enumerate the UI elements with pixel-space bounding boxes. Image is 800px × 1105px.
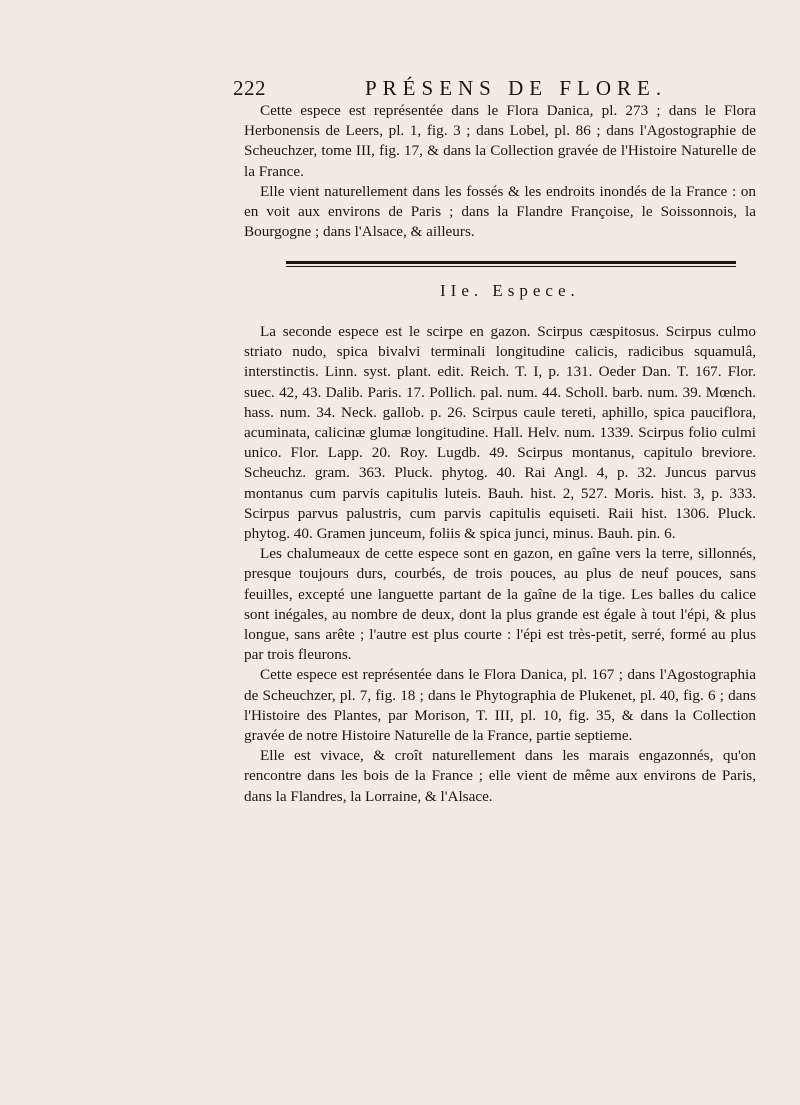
page-header [233, 76, 685, 98]
body-paragraph-3: Cette espece est représentée dans le Flora Danica, pl. 167 ; dans l'Agostographia de Scheuchzer, pl. 7, fig. 18 ; dans le Phytographia de Plukenet, pl. 40, fig. 6 ; dans l'Histoire des Plantes, par Morison, T. III, pl. 10, fig. 35, & dans la Collection gravée de notre Histoire Naturelle de la France, partie septieme. [244, 666, 756, 745]
body-paragraph-4: Elle est vivace, & croît naturellement dans les marais engazonnés, qu'on rencontre dans les bois de la France ; elle vient de même aux environs de Paris, dans la Flandres, la Lorraine, & l'Alsace. [244, 747, 756, 805]
body-paragraph-1: La seconde espece est le scirpe en gazon. Scirpus cæspitosus. Scirpus culmo striato nudo, spica bivalvi terminali longitudine calicis, radicibus squamulâ, interstinctis. Linn. syst. plant. edit. Reich. T. I, p. 131. Oeder Dan. T. 167. Flor. suec. 42, 43. Dalib. Paris. 17. Pollich. pal. num. 44. Scholl. barb. num. 39. Mœnch. hass. num. 34. Neck. gallob. p. 26. Scirpus caule tereti, aphillo, spica pauciflora, acuminata, calicinæ glumæ longitudine. Hall. Helv. num. 1339. Scirpus folio culmi unico. Flor. Lapp. 20. Roy. Lugdb. 49. Scirpus montanus, capitulo breviore. Scheuchz. gram. 363. Pluck. phytog. 40. Rai Angl. 4, p. 32. Juncus parvus montanus cum parvis capitulis luteis. Bauh. hist. 2, 527. Moris. hist. 3, p. 333. Scirpus parvus palustris, cum parvis capitulis equiseti. Raii hist. 1306. Pluck. phytog. 40. Gramen junceum, foliis & spica junci, minus. Bauh. pin. 6. [244, 323, 756, 543]
body-paragraph-2: Les chalumeaux de cette espece sont en gazon, en gaîne vers la terre, sillonnés, presque toujours durs, courbés, de trois pouces, au plus de neuf pouces, sans feuilles, excepté une languette partant de la gaîne de la tige. Les balles du calice sont inégales, au nombre de deux, dont la plus grande est égale à tout l'épi, & plus longue, sans arête ; l'autre est plus courte : l'épi est très-petit, serré, formé au plus par trois fleurons. [244, 545, 756, 664]
section-divider-thin [286, 266, 736, 267]
intro-paragraph-1: Cette espece est représentée dans le Flora Danica, pl. 273 ; dans le Flora Herbonensis de Leers, pl. 1, fig. 3 ; dans Lobel, pl. 86 ; dans l'Agostographie de Scheuchzer, tome III, fig. 17, & dans la Collection gravée de l'Histoire Naturelle de la France. [244, 102, 756, 180]
intro-text [244, 101, 756, 242]
body-text [244, 322, 756, 807]
section-title: IIe. Espece. [440, 281, 580, 300]
intro-paragraph-2: Elle vient naturellement dans les fossés & les endroits inondés de la France : on en voit aux environs de Paris ; dans la Flandre Françoise, le Soissonnois, la Bourgogne ; dans l'Alsace, & ailleurs. [244, 182, 756, 241]
running-title: PRÉSENS DE FLORE. [365, 76, 668, 100]
section-divider [286, 261, 736, 264]
page-number: 222 [233, 76, 266, 100]
